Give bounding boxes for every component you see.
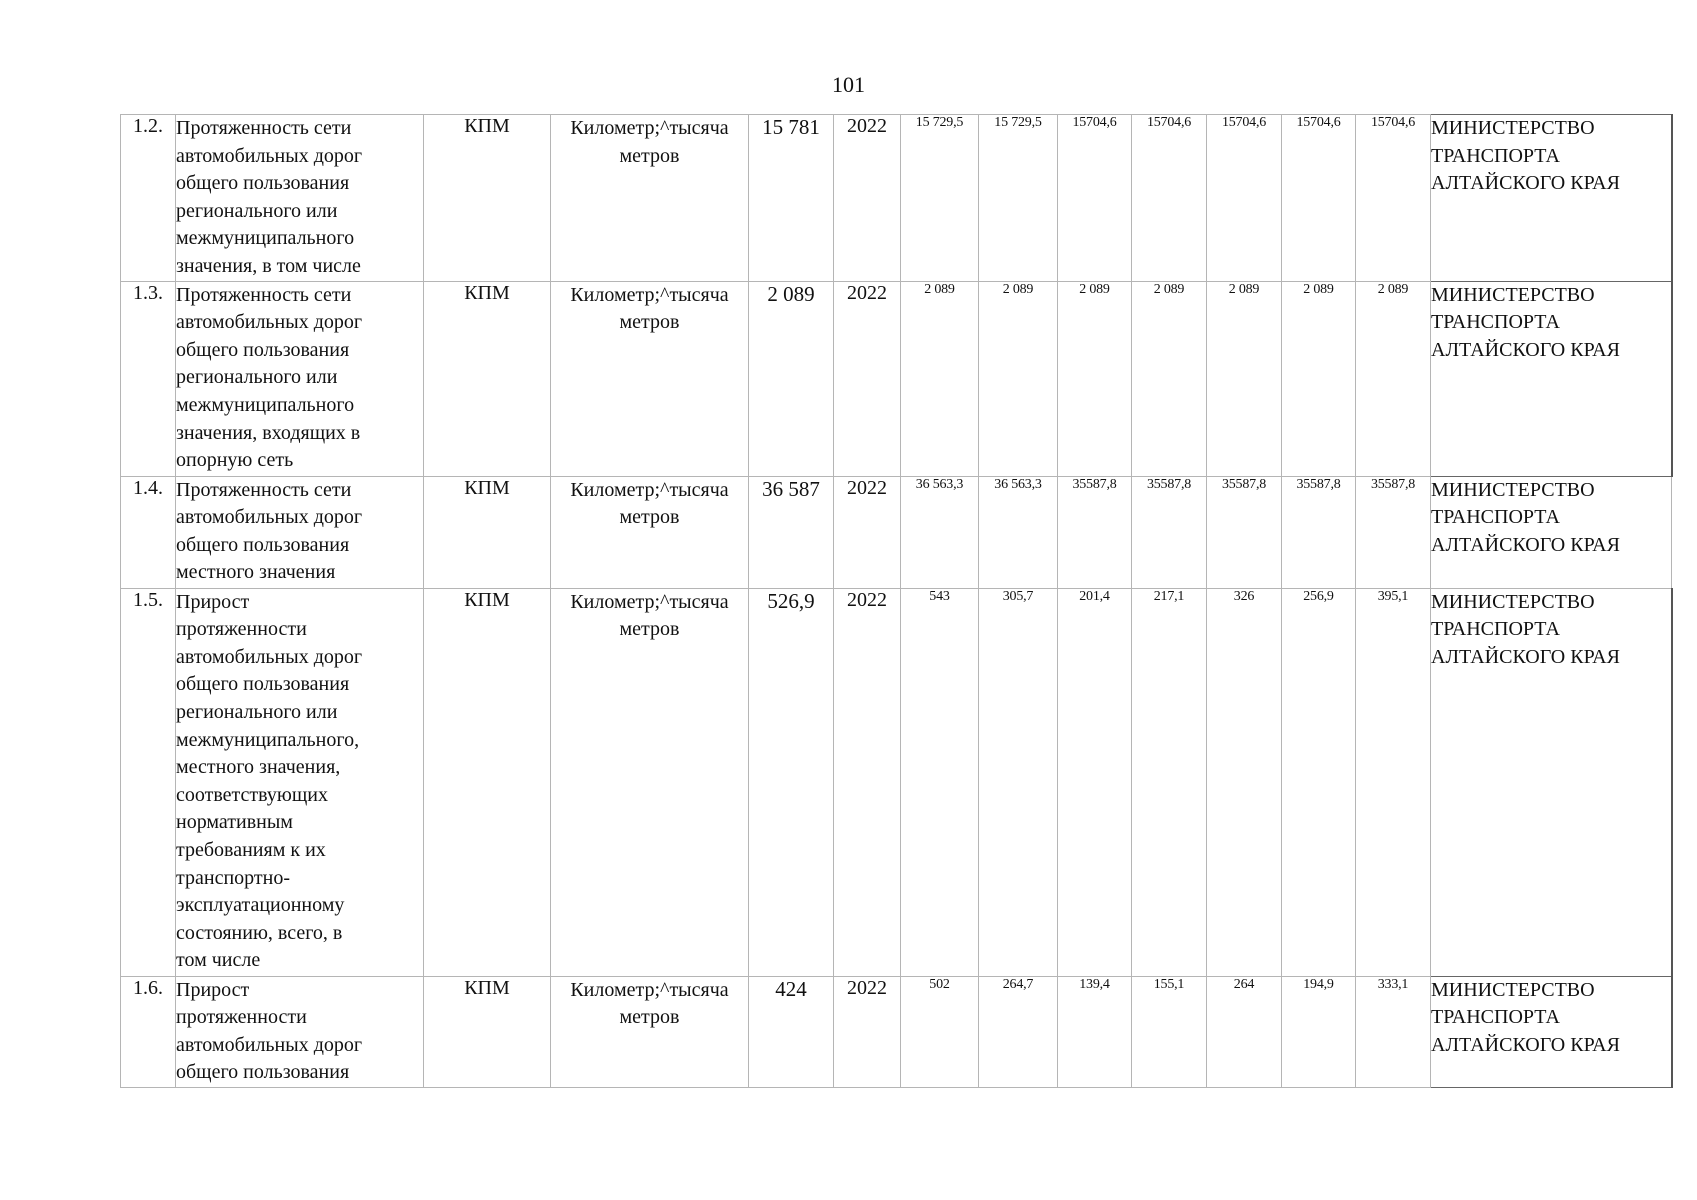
indicator-name-line: значения, входящих в xyxy=(176,421,361,444)
year-value: 35587,8 xyxy=(1356,476,1431,588)
responsible-body-line: МИНИСТЕРСТВО xyxy=(1431,478,1595,501)
indicator-type: КПМ xyxy=(424,115,551,282)
responsible-body-line: АЛТАЙСКОГО КРАЯ xyxy=(1431,1033,1620,1056)
table-row xyxy=(121,476,1672,588)
indicator-name-line: общего пользования xyxy=(176,172,350,195)
indicator-name-line: общего пользования xyxy=(176,533,350,556)
indicator-name-line: общего пользования xyxy=(176,1061,350,1084)
indicator-type: КПМ xyxy=(424,976,551,1087)
year-value: 395,1 xyxy=(1356,588,1431,976)
indicator-name-line: регионального или xyxy=(176,199,338,222)
responsible-body xyxy=(1431,976,1672,1087)
responsible-body-line: ТРАНСПОРТА xyxy=(1431,618,1560,641)
indicator-name-line: Протяженность сети xyxy=(176,117,352,139)
indicator-name-line: автомобильных дорог xyxy=(176,144,363,167)
indicator-name-line: автомобильных дорог xyxy=(176,506,363,529)
responsible-body-line: ТРАНСПОРТА xyxy=(1431,1006,1560,1029)
year-value: 35587,8 xyxy=(1132,476,1207,588)
year-value: 2 089 xyxy=(1282,281,1356,476)
row-number: 1.3. xyxy=(121,281,176,476)
year-value: 2 089 xyxy=(1356,281,1431,476)
responsible-body-line: МИНИСТЕРСТВО xyxy=(1431,117,1595,139)
year-value: 15704,6 xyxy=(1132,115,1207,282)
unit-of-measure xyxy=(551,976,749,1087)
year-value: 35587,8 xyxy=(1207,476,1282,588)
indicator-name-line: том числе xyxy=(176,949,261,972)
responsible-body-line: ТРАНСПОРТА xyxy=(1431,506,1560,529)
indicator-name-line: автомобильных дорог xyxy=(176,645,363,668)
year-value: 194,9 xyxy=(1282,976,1356,1087)
unit-of-measure-line: метров xyxy=(619,1006,680,1029)
indicator-name-line: требованиям к их xyxy=(176,838,326,861)
indicator-name-line: межмуниципального xyxy=(176,227,355,250)
responsible-body-line: АЛТАЙСКОГО КРАЯ xyxy=(1431,338,1620,361)
indicator-name-line: состоянию, всего, в xyxy=(176,921,343,944)
indicator-name-line: эксплуатационному xyxy=(176,894,345,917)
unit-of-measure-line: метров xyxy=(619,311,680,334)
responsible-body xyxy=(1431,115,1672,282)
year-value: 326 xyxy=(1207,588,1282,976)
unit-of-measure-line: метров xyxy=(619,506,680,529)
year-value: 201,4 xyxy=(1058,588,1132,976)
base-year: 2022 xyxy=(834,115,901,282)
indicator-name-line: протяженности xyxy=(176,1006,307,1029)
year-value: 155,1 xyxy=(1132,976,1207,1087)
indicator-name-line: Прирост xyxy=(176,978,250,1001)
indicator-name-line: регионального или xyxy=(176,700,338,723)
indicator-name-line: соответствующих xyxy=(176,783,328,806)
responsible-body xyxy=(1431,588,1672,976)
year-value: 2 089 xyxy=(901,281,979,476)
unit-of-measure xyxy=(551,115,749,282)
indicator-name-line: протяженности xyxy=(176,618,307,641)
base-year: 2022 xyxy=(834,476,901,588)
indicator-type: КПМ xyxy=(424,588,551,976)
table-body xyxy=(121,115,1672,1088)
responsible-body-line: АЛТАЙСКОГО КРАЯ xyxy=(1431,172,1620,195)
base-value: 15 781 xyxy=(749,115,834,282)
unit-of-measure-line: метров xyxy=(619,618,680,641)
year-value: 15704,6 xyxy=(1058,115,1132,282)
year-value: 139,4 xyxy=(1058,976,1132,1087)
year-value: 15704,6 xyxy=(1207,115,1282,282)
responsible-body-line: ТРАНСПОРТА xyxy=(1431,311,1560,334)
responsible-body-line: МИНИСТЕРСТВО xyxy=(1431,978,1595,1001)
responsible-body xyxy=(1431,281,1672,476)
indicator-name-line: Прирост xyxy=(176,590,250,613)
unit-of-measure-line: Километр;^тысяча xyxy=(570,283,729,306)
year-value: 15 729,5 xyxy=(979,115,1058,282)
indicator-name-line: автомобильных дорог xyxy=(176,1033,363,1056)
unit-of-measure-line: Километр;^тысяча xyxy=(570,478,729,501)
indicator-name xyxy=(176,115,424,282)
year-value: 256,9 xyxy=(1282,588,1356,976)
responsible-body xyxy=(1431,476,1672,588)
table-row xyxy=(121,115,1672,282)
responsible-body-line: МИНИСТЕРСТВО xyxy=(1431,590,1595,613)
indicator-name-line: нормативным xyxy=(176,811,293,834)
table-row xyxy=(121,281,1672,476)
year-value: 36 563,3 xyxy=(901,476,979,588)
year-value: 305,7 xyxy=(979,588,1058,976)
year-value: 543 xyxy=(901,588,979,976)
indicator-name xyxy=(176,281,424,476)
indicator-name-line: общего пользования xyxy=(176,338,350,361)
base-value: 36 587 xyxy=(749,476,834,588)
year-value: 15704,6 xyxy=(1356,115,1431,282)
base-year: 2022 xyxy=(834,976,901,1087)
indicator-type: КПМ xyxy=(424,476,551,588)
table-row xyxy=(121,976,1672,1087)
year-value: 2 089 xyxy=(1058,281,1132,476)
indicator-name-line: местного значения, xyxy=(176,756,341,779)
responsible-body-line: ТРАНСПОРТА xyxy=(1431,144,1560,167)
indicator-name-line: межмуниципального xyxy=(176,393,355,416)
indicator-name xyxy=(176,976,424,1087)
indicator-name-line: регионального или xyxy=(176,366,338,389)
base-year: 2022 xyxy=(834,588,901,976)
unit-of-measure xyxy=(551,588,749,976)
year-value: 333,1 xyxy=(1356,976,1431,1087)
unit-of-measure-line: Километр;^тысяча xyxy=(570,590,729,613)
year-value: 15 729,5 xyxy=(901,115,979,282)
indicator-name-line: Протяженность сети xyxy=(176,283,352,306)
row-number: 1.5. xyxy=(121,588,176,976)
year-value: 2 089 xyxy=(979,281,1058,476)
unit-of-measure xyxy=(551,281,749,476)
base-year: 2022 xyxy=(834,281,901,476)
page-number: 101 xyxy=(832,72,865,97)
year-value: 36 563,3 xyxy=(979,476,1058,588)
indicators-table xyxy=(120,114,1673,1088)
year-value: 264,7 xyxy=(979,976,1058,1087)
year-value: 2 089 xyxy=(1132,281,1207,476)
unit-of-measure-line: метров xyxy=(619,144,680,167)
indicator-type: КПМ xyxy=(424,281,551,476)
year-value: 15704,6 xyxy=(1282,115,1356,282)
indicator-name-line: общего пользования xyxy=(176,673,350,696)
indicator-name-line: значения, в том числе xyxy=(176,254,361,277)
row-number: 1.2. xyxy=(121,115,176,282)
responsible-body-line: МИНИСТЕРСТВО xyxy=(1431,283,1595,306)
indicator-name xyxy=(176,476,424,588)
year-value: 264 xyxy=(1207,976,1282,1087)
unit-of-measure-line: Километр;^тысяча xyxy=(570,117,729,139)
indicator-name-line: Протяженность сети xyxy=(176,478,352,501)
year-value: 35587,8 xyxy=(1058,476,1132,588)
year-value: 35587,8 xyxy=(1282,476,1356,588)
base-value: 424 xyxy=(749,976,834,1087)
indicator-name-line: транспортно- xyxy=(176,866,290,889)
indicator-name xyxy=(176,588,424,976)
base-value: 526,9 xyxy=(749,588,834,976)
row-number: 1.6. xyxy=(121,976,176,1087)
responsible-body-line: АЛТАЙСКОГО КРАЯ xyxy=(1431,533,1620,556)
year-value: 217,1 xyxy=(1132,588,1207,976)
indicator-name-line: автомобильных дорог xyxy=(176,311,363,334)
indicator-name-line: межмуниципального, xyxy=(176,728,360,751)
indicator-name-line: опорную сеть xyxy=(176,449,294,472)
unit-of-measure xyxy=(551,476,749,588)
year-value: 2 089 xyxy=(1207,281,1282,476)
responsible-body-line: АЛТАЙСКОГО КРАЯ xyxy=(1431,645,1620,668)
row-number: 1.4. xyxy=(121,476,176,588)
table-row xyxy=(121,588,1672,976)
year-value: 502 xyxy=(901,976,979,1087)
unit-of-measure-line: Километр;^тысяча xyxy=(570,978,729,1001)
indicator-name-line: местного значения xyxy=(176,561,336,584)
base-value: 2 089 xyxy=(749,281,834,476)
